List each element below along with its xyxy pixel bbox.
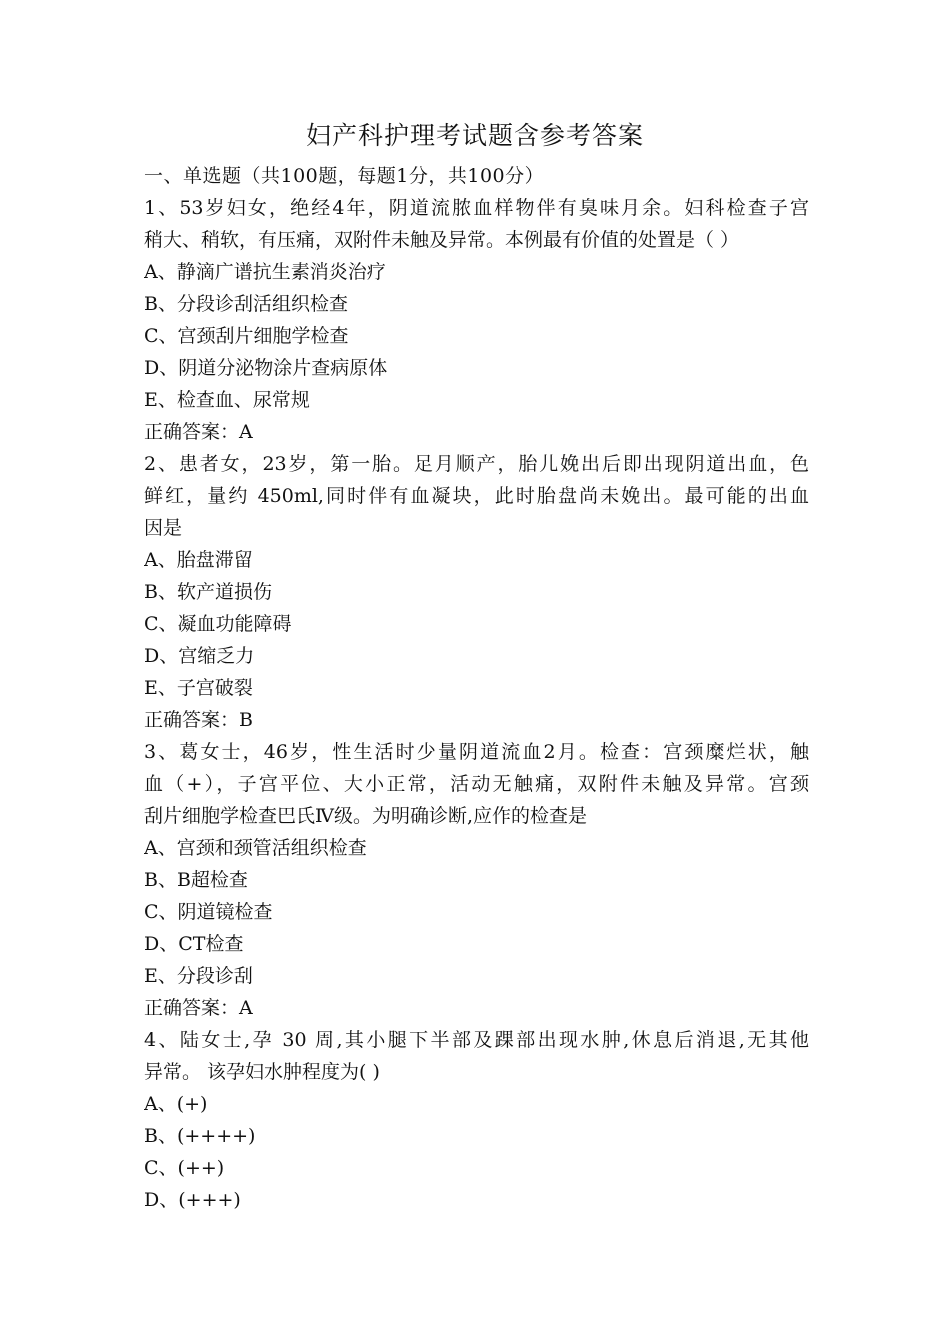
question-stem-line: 血（+），子宫平位、大小正常，活动无触痛，双附件未触及异常。宫颈 (144, 773, 809, 795)
option-b: B、软产道损伤 (144, 581, 272, 603)
question-stem-line: 2、患者女，23岁，第一胎。足月顺产，胎儿娩出后即出现阴道出血，色 (144, 453, 809, 475)
question-stem-line: 鲜红，量约 450ml,同时伴有血凝块，此时胎盘尚未娩出。最可能的出血 (144, 485, 809, 507)
option-d: D、(+++) (144, 1189, 241, 1211)
correct-answer: 正确答案：A (144, 997, 253, 1019)
question-4 (144, 1024, 809, 1216)
correct-answer: 正确答案：A (144, 421, 253, 443)
option-e: E、检查血、尿常规 (144, 389, 310, 411)
section-heading: 一、单选题（共100题，每题1分，共100分） (144, 165, 545, 187)
question-stem-line: 3、葛女士，46岁，性生活时少量阴道流血2月。检查：宫颈糜烂状，触 (144, 741, 809, 763)
option-b: B、(++++) (144, 1125, 256, 1147)
question-2 (144, 448, 809, 736)
option-c: C、宫颈刮片细胞学检查 (144, 325, 349, 347)
option-e: E、子宫破裂 (144, 677, 253, 699)
question-stem-line: 异常。 该孕妇水肿程度为( ) (144, 1061, 380, 1083)
document-title: 妇产科护理考试题含参考答案 (305, 121, 644, 150)
option-a: A、胎盘滞留 (144, 549, 253, 571)
option-a: A、(+) (144, 1093, 208, 1115)
question-stem-line: 因是 (144, 517, 183, 539)
option-d: D、阴道分泌物涂片查病原体 (144, 357, 388, 379)
question-1 (144, 192, 809, 448)
option-d: D、宫缩乏力 (144, 645, 255, 667)
option-e: E、分段诊刮 (144, 965, 253, 987)
option-d: D、CT检查 (144, 933, 244, 955)
question-3 (144, 736, 809, 1024)
option-c: C、(++) (144, 1157, 225, 1179)
option-b: B、B超检查 (144, 869, 248, 891)
question-stem-line: 稍大、稍软，有压痛，双附件未触及异常。本例最有价值的处置是（ ） (144, 229, 740, 251)
question-stem-line: 刮片细胞学检查巴氏Ⅳ级。为明确诊断,应作的检查是 (144, 805, 588, 827)
document-body (144, 160, 809, 1216)
option-a: A、宫颈和颈管活组织检查 (144, 837, 367, 859)
option-c: C、阴道镜检查 (144, 901, 273, 923)
option-a: A、静滴广谱抗生素消炎治疗 (144, 261, 386, 283)
question-stem-line: 4、陆女士,孕 30 周,其小腿下半部及踝部出现水肿,休息后消退,无其他 (144, 1029, 809, 1051)
option-b: B、分段诊刮活组织检查 (144, 293, 348, 315)
question-stem-line: 1、53岁妇女，绝经4年，阴道流脓血样物伴有臭味月余。妇科检查子宫 (144, 197, 809, 219)
option-c: C、凝血功能障碍 (144, 613, 292, 635)
correct-answer: 正确答案：B (144, 709, 253, 731)
